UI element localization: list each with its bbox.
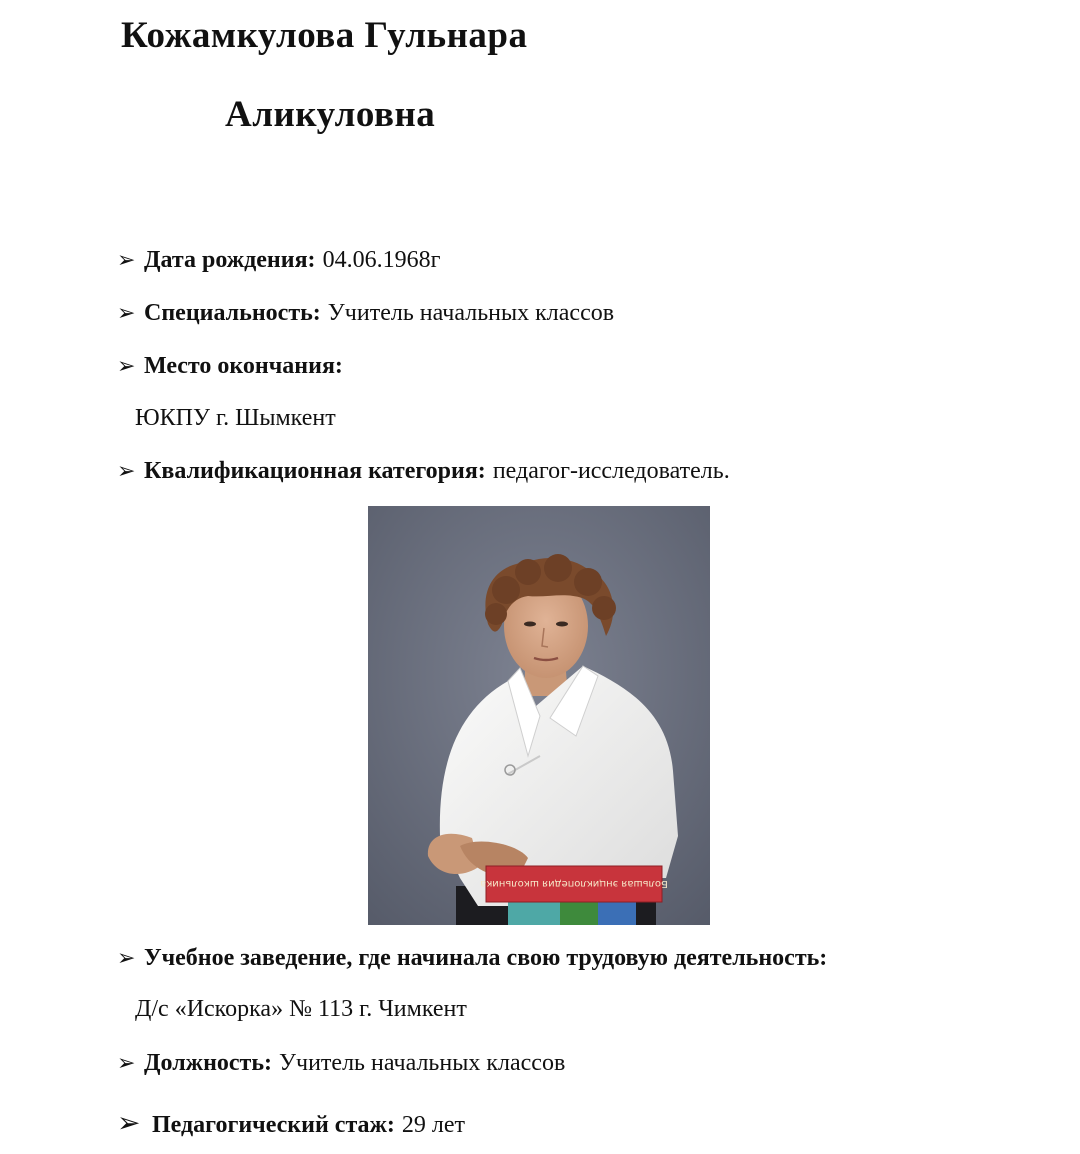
- specialty-value: Учитель начальных классов: [327, 300, 615, 326]
- arrow-bullet-icon: ➢: [117, 1050, 136, 1075]
- specialty-label: Специальность:: [144, 300, 321, 326]
- info-row-first-work: [117, 945, 827, 972]
- arrow-bullet-icon: ➢: [117, 945, 136, 970]
- position-label: Должность:: [144, 1050, 273, 1076]
- first-work-value: Д/с «Искорка» № 113 г. Чимкент: [135, 996, 467, 1022]
- teacher-portrait-photo: [368, 506, 710, 925]
- birth-label: Дата рождения:: [144, 247, 316, 273]
- arrow-bullet-icon: ➢: [117, 300, 136, 325]
- person-name-line2: Аликуловна: [225, 94, 436, 135]
- graduation-label: Место окончания:: [144, 353, 343, 379]
- info-row-category: [117, 458, 730, 485]
- info-row-birth: [117, 247, 440, 274]
- experience-value: 29 лет: [401, 1112, 466, 1138]
- arrow-bullet-icon: ➢: [117, 458, 136, 483]
- arrow-bullet-icon: ➢: [117, 1108, 141, 1139]
- graduation-value: ЮКПУ г. Шымкент: [135, 405, 336, 431]
- birth-value: 04.06.1968г: [322, 247, 441, 273]
- experience-label: Педагогический стаж:: [152, 1112, 395, 1138]
- person-name-line1: Кожамкулова Гульнара: [121, 15, 528, 56]
- category-value: педагог-исследователь.: [492, 458, 730, 484]
- position-value: Учитель начальных классов: [279, 1050, 566, 1076]
- category-label: Квалификационная категория:: [144, 458, 486, 484]
- first-work-label: Учебное заведение, где начинала свою трудовую деятельность:: [144, 945, 828, 971]
- arrow-bullet-icon: ➢: [117, 247, 136, 272]
- arrow-bullet-icon: ➢: [117, 353, 136, 378]
- info-row-graduation: [117, 353, 343, 380]
- info-row-experience: [117, 1106, 465, 1140]
- info-row-position: [117, 1050, 565, 1077]
- book-spine-text: Большая энциклопедия школьника: [480, 878, 668, 889]
- info-row-specialty: [117, 300, 614, 327]
